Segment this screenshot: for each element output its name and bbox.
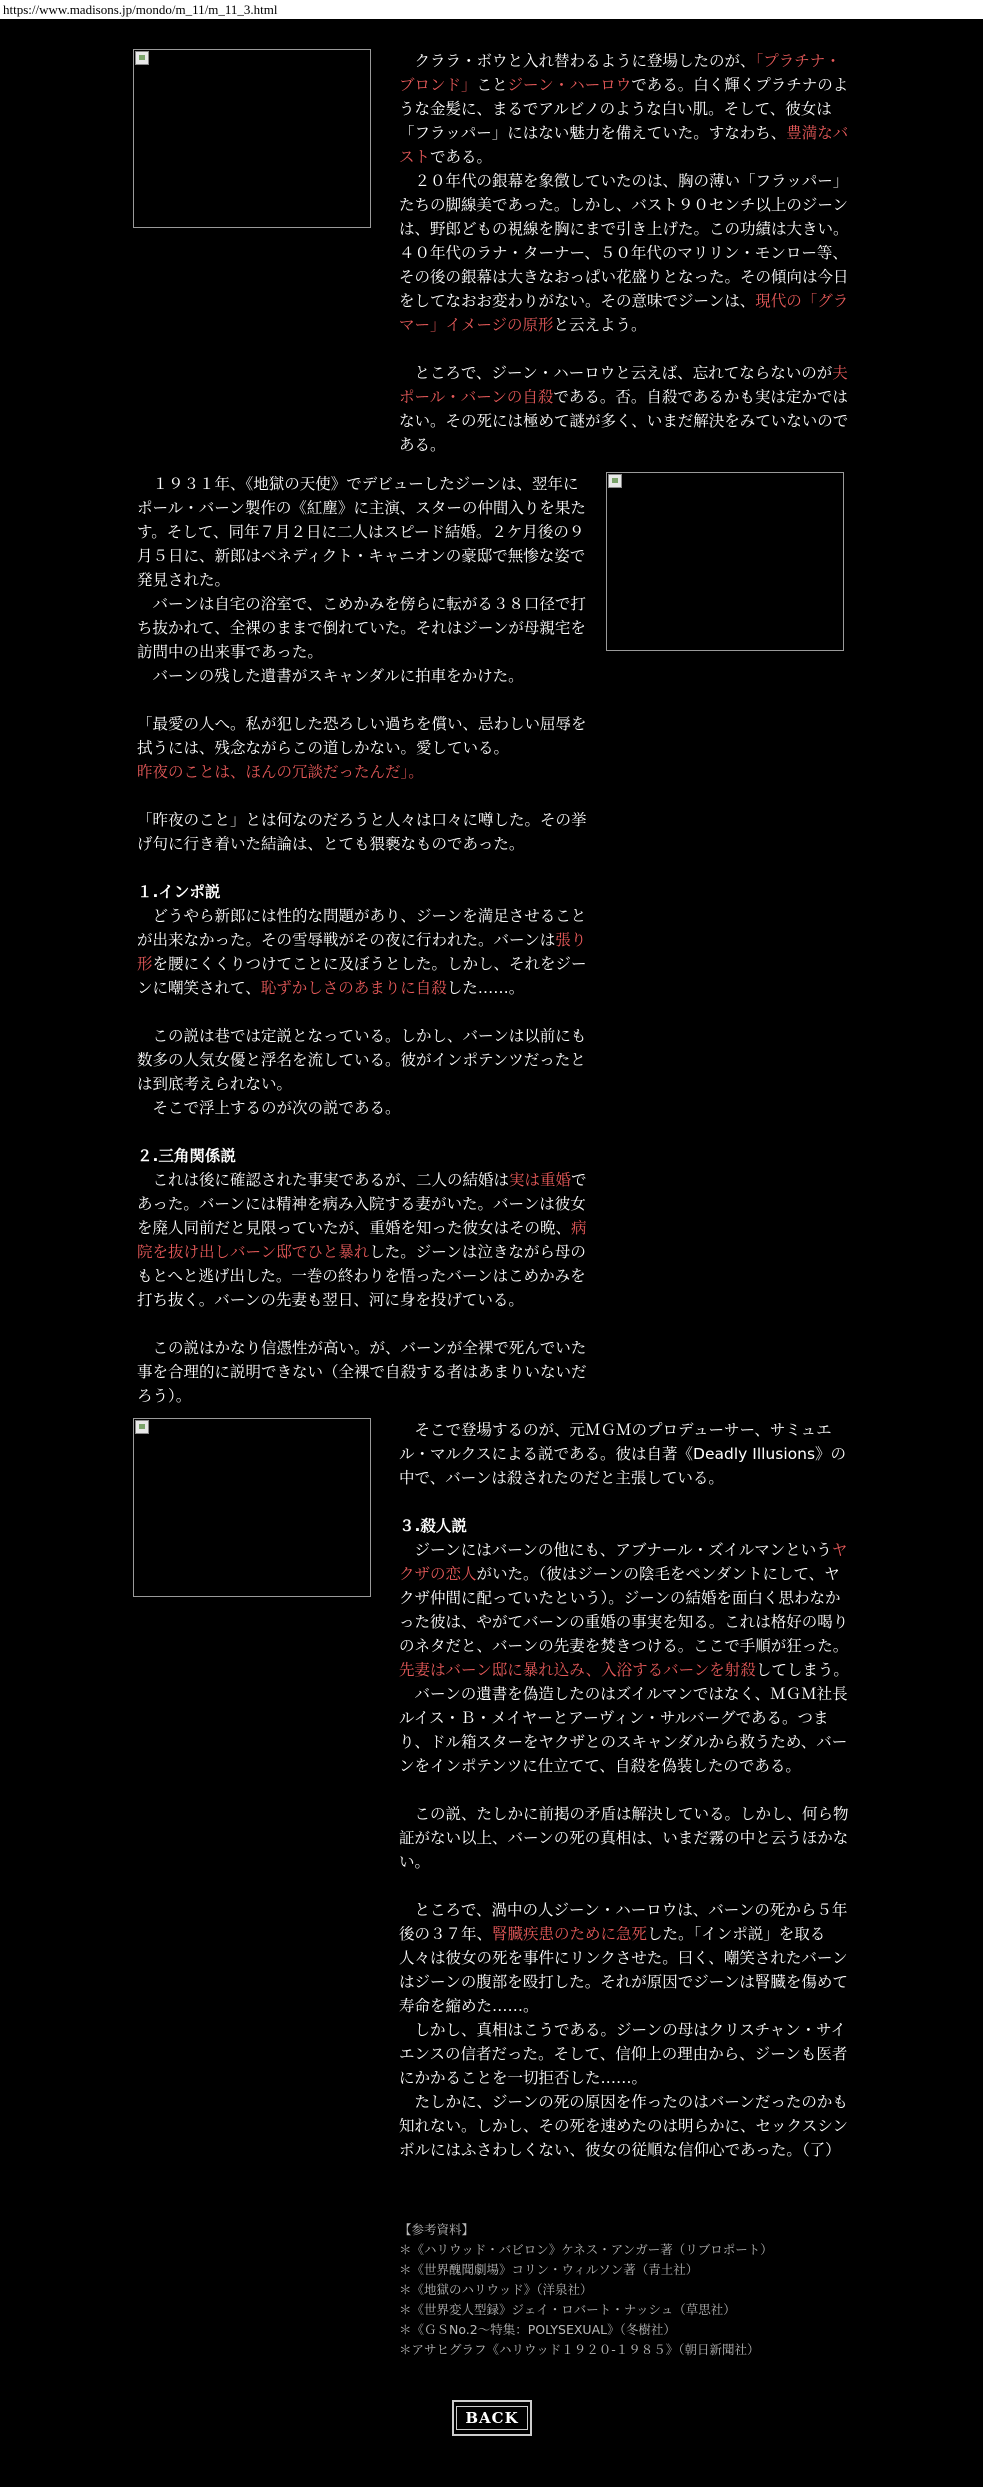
text: してしまう。 — [755, 1661, 849, 1679]
section-3 — [399, 1418, 850, 2162]
text: ところで、ジーン・ハーロウと云えば、忘れてならないのが — [414, 364, 833, 382]
heading-triangle-theory: ２.三角関係説 — [137, 1147, 236, 1165]
broken-image-icon — [135, 51, 149, 65]
references — [399, 2220, 850, 2360]
reference-item: ＊《ＧＳNo.2～特集：POLYSEXUAL》（冬樹社） — [399, 2322, 676, 2337]
impotence-paragraph-1 — [137, 904, 588, 1000]
highlight: 恥ずかしさのあまりに自殺 — [260, 979, 447, 997]
impotence-paragraph-2: この説は巷では定説となっている。しかし、バーンは以前にも数多の人気女優と浮名を流している。彼がインポテンツだったとは到底考えられない。 — [137, 1027, 587, 1093]
highlight: 夫ポール・バーンの自殺 — [399, 364, 848, 406]
s2-paragraph-2: バーンは自宅の浴室で、こめかみを傍らに転がる３８口径で打ち抜かれて、全裸のままで倒れていた。それはジーンが母親宅を訪問中の出来事であった。 — [137, 595, 586, 661]
highlight: 腎臓疾患のために急死 — [492, 1925, 648, 1943]
text: どうやら新郎には性的な問題があり、ジーンを満足させることが出来なかった。その雪辱戦がその夜に行われた。バーンは — [137, 907, 587, 949]
text: と云えよう。 — [553, 316, 647, 334]
back-button[interactable] — [452, 2400, 532, 2436]
heading-murder-theory: ３.殺人説 — [399, 1517, 467, 1535]
text: である。白く輝くプラチナのような金髪に、まるでアルビノのような白い肌。そして、彼女は「フラッパー」にはない魅力を備えていた。すなわち、 — [399, 76, 849, 142]
text: した……。 — [446, 979, 525, 997]
text: 「最愛の人へ。私が犯した恐ろしい過ちを償い、忌わしい屈辱を拭うには、残念ながらこの道しかない。愛している。 — [137, 715, 587, 757]
highlight: 豊満なバスト — [399, 124, 849, 166]
murder-paragraph-6: たしかに、ジーンの死の原因を作ったのはバーンだったのかも知れない。しかし、その死を速めたのは明らかに、セックスシンボルにはふさわしくない、彼女の従順な信仰心であった。（了） — [399, 2093, 848, 2159]
section-2 — [137, 472, 588, 1408]
broken-image-1 — [133, 49, 371, 228]
reference-item: ＊《ハリウッド・バビロン》ケネス・アンガー著（リブロポート） — [399, 2242, 773, 2257]
s1-paragraph-3 — [399, 361, 850, 457]
reference-item: ＊《地獄のハリウッド》（洋泉社） — [399, 2282, 593, 2297]
s2-paragraph-3: バーンの残した遺書がスキャンダルに拍車をかけた。 — [152, 667, 524, 685]
highlight: 昨夜のことは、ほんの冗談だったんだ」。 — [137, 763, 424, 781]
murder-paragraph-2: バーンの遺書を偽造したのはズイルマンではなく、ＭＧＭ社長ルイス・Ｂ・メイヤーとアーヴィン・サルバーグである。つまり、ドル箱スターをヤクザとのスキャンダルから救うため、バーンをインポテンツに仕立てて、自殺を偽装したのである。 — [399, 1685, 848, 1775]
suicide-note — [137, 712, 588, 784]
back-button-label: BACK — [456, 2406, 527, 2430]
reference-item: ＊アサヒグラフ《ハリウッド１９２０-１９８５》（朝日新聞社） — [399, 2342, 760, 2357]
highlight: 「プラチナ・ブロンド」 — [399, 52, 841, 94]
reference-item: ＊《世界醜聞劇場》コリン・ウィルソン著（青土社） — [399, 2262, 699, 2277]
highlight: 張り形 — [137, 931, 587, 973]
s2-paragraph-4: 「昨夜のこと」とは何なのだろうと人々は口々に噂した。その挙げ句に行き着いた結論は、とても猥褻なものであった。 — [137, 811, 587, 853]
triangle-paragraph-1 — [137, 1168, 588, 1312]
section-1 — [399, 49, 850, 457]
highlight: ヤクザの恋人 — [399, 1541, 848, 1583]
text: した。「インポ説」を取る人々は彼女の死を事件にリンクさせた。曰く、嘲笑されたバーンはジーンの腹部を殴打した。それが原因でジーンは腎臓を傷めて寿命を縮めた……。 — [399, 1925, 848, 2015]
heading-impotence-theory: １.インポ説 — [137, 883, 221, 901]
text: これは後に確認された事実であるが、二人の結婚は — [152, 1171, 510, 1189]
highlight: 実は重婚 — [509, 1171, 572, 1189]
highlight: 先妻はバーン邸に暴れ込み、入浴するバーンを射殺 — [399, 1661, 756, 1679]
broken-image-2 — [606, 472, 844, 651]
address-bar[interactable]: https://www.madisons.jp/mondo/m_11/m_11_3.html — [0, 0, 983, 19]
murder-paragraph-4 — [399, 1898, 850, 2018]
text: である。 — [430, 148, 493, 166]
murder-paragraph-5: しかし、真相はこうである。ジーンの母はクリスチャン・サイエンスの信者だった。そして、信仰上の理由から、ジーンも医者にかかることを一切拒否した……。 — [399, 2021, 848, 2087]
s2-paragraph-1: １９３１年、《地獄の天使》でデビューしたジーンは、翌年にポール・バーン製作の《紅塵》に主演、スターの仲間入りを果たす。そして、同年７月２日に二人はスピード結婚。２ケ月後の９月５日に、新郎はベネディクト・キャニオンの豪邸で無惨な姿で発見された。 — [137, 475, 586, 589]
murder-paragraph-3: この説、たしかに前掲の矛盾は解決している。しかし、何ら物証がない以上、バーンの死の真相は、いまだ霧の中と云うほかない。 — [399, 1805, 849, 1871]
s1-paragraph-1 — [399, 49, 850, 169]
highlight: 現代の「グラマー」イメージの原形 — [399, 292, 849, 334]
references-title: 【参考資料】 — [399, 2222, 475, 2237]
text: ところで、渦中の人ジーン・ハーロウは、バーンの死から５年後の３７年、 — [399, 1901, 848, 1943]
highlight: ジーン・ハーロウ — [507, 76, 632, 94]
text: がいた。（彼はジーンの陰毛をペンダントにして、ヤクザ仲間に配っていたという）。ジーンの結婚を面白く思わなかった彼は、やがてバーンの重婚の事実を知る。これは格好の喝りのネタだと、バーンの先妻を焚きつける。ここで手順が狂った。 — [399, 1565, 849, 1655]
reference-item: ＊《世界変人型録》ジェイ・ロバート・ナッシュ（草思社） — [399, 2302, 736, 2317]
text: こと — [476, 76, 508, 94]
s1-paragraph-2 — [399, 169, 850, 337]
murder-paragraph-1 — [399, 1538, 850, 1682]
broken-image-icon — [135, 1420, 149, 1434]
s3-paragraph-1: そこで登場するのが、元ＭＧＭのプロデューサー、サミュエル・マルクスによる説である。彼は自著《Deadly Illusions》の中で、バーンは殺されたのだと主張している。 — [399, 1421, 847, 1487]
text: ジーンにはバーンの他にも、アブナール・ズイルマンという — [414, 1541, 832, 1559]
broken-image-3 — [133, 1418, 371, 1597]
text: を腰にくくりつけてことに及ぼうとした。しかし、それをジーンに嘲笑されて、 — [137, 955, 587, 997]
triangle-paragraph-2: この説はかなり信憑性が高い。が、バーンが全裸で死んでいた事を合理的に説明できない（全裸で自殺する者はあまりいないだろう）。 — [137, 1339, 587, 1405]
broken-image-icon — [608, 474, 622, 488]
highlight: 病院を抜け出しバーン邸でひと暴れ — [137, 1219, 587, 1261]
impotence-paragraph-3: そこで浮上するのが次の説である。 — [152, 1099, 401, 1117]
text: であった。バーンには精神を病み入院する妻がいた。バーンは彼女を廃人同前だと見限っていたが、重婚を知った彼女はその晩、 — [137, 1171, 587, 1237]
text: クララ・ボウと入れ替わるように登場したのが、 — [414, 52, 756, 70]
text: ２０年代の銀幕を象徴していたのは、胸の薄い「フラッパー」たちの脚線美であった。しかし、バスト９０センチ以上のジーンは、野郎どもの視線を胸にまで引き上げた。この功績は大きい。４０年代のラナ・ターナー、５０年代のマリリン・モンロー等、その後の銀幕は大きなおっぱい花盛りとなった。その傾向は今日をしてなおお変わりがない。その意味でジーンは、 — [399, 172, 849, 310]
text: である。否。自殺であるかも実は定かではない。その死には極めて謎が多く、いまだ解決をみていないのである。 — [399, 388, 849, 454]
text: した。ジーンは泣きながら母のもとへと逃げ出した。一巻の終わりを悟ったバーンはこめかみを打ち抜く。バーンの先妻も翌日、河に身を投げている。 — [137, 1243, 586, 1309]
